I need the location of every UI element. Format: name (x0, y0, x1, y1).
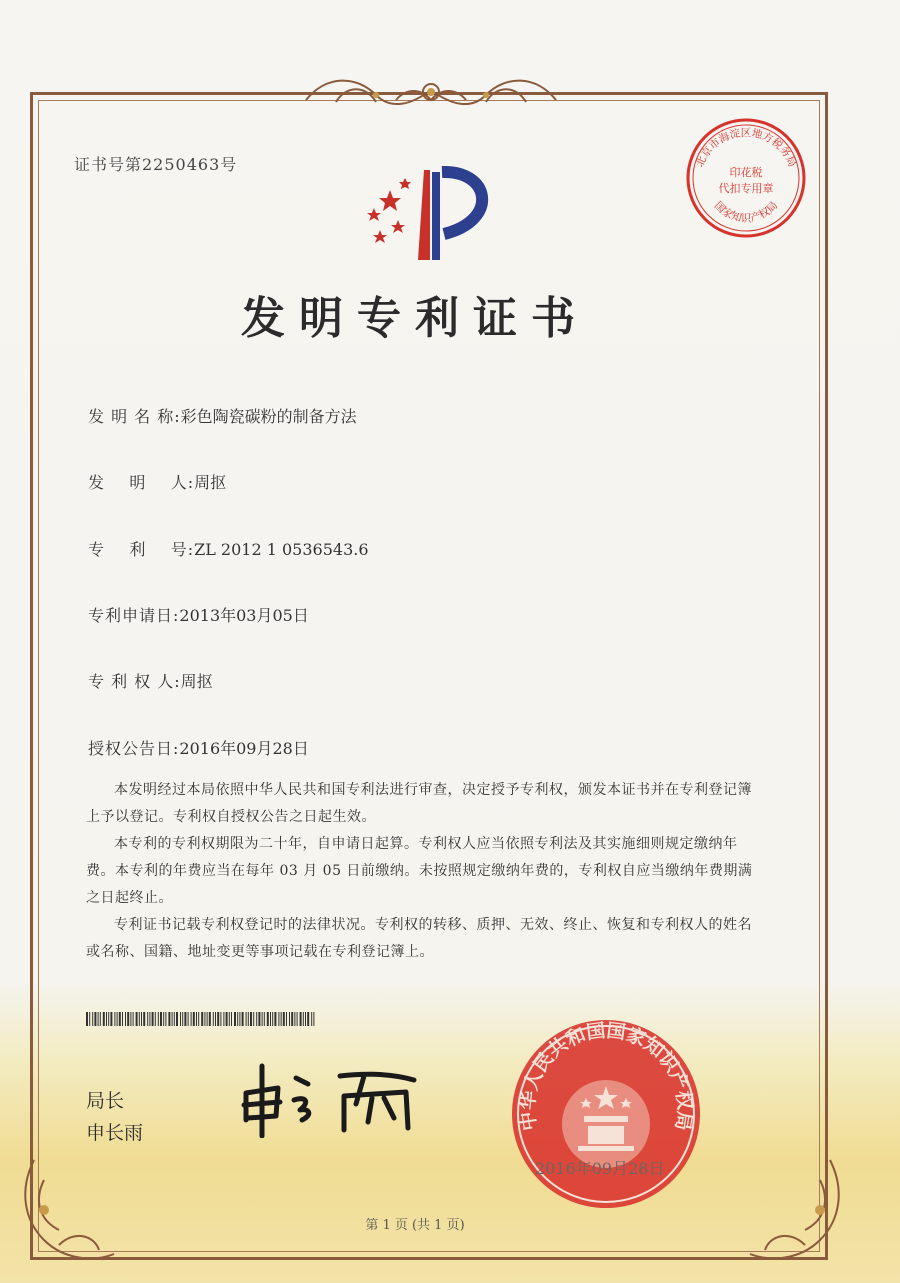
paragraph-term: 本专利的专利权期限为二十年，自申请日起算。专利权人应当依照专利法及其实施细则规定缴纳年费。本专利的年费应当在每年 03 月 05 日前缴纳。未按照规定缴纳年费的，专利权自应当缴纳年费期满之日起终止。 (86, 836, 753, 906)
paragraph-legal-status: 专利证书记载专利权登记时的法律状况。专利权的转移、质押、无效、终止、恢复和专利权人的姓名或名称、国籍、地址变更等事项记载在专利登记簿上。 (86, 917, 752, 960)
patentee-value: 周抠 (180, 672, 213, 691)
bottom-right-ornament-icon (740, 1150, 850, 1270)
grant-date-value: 2016年09月28日 (179, 739, 309, 758)
inventor-row (88, 470, 226, 493)
patent-number-label: 专 利 号: (88, 540, 195, 559)
tax-seal-center-line1: 印花税 (729, 166, 763, 179)
tax-seal-ring-text: 北京市海淀区地方税务局 (693, 127, 799, 169)
director-signature-icon (236, 1058, 436, 1138)
grant-date-label: 授权公告日: (88, 739, 180, 758)
filing-date-label: 专利申请日: (88, 606, 180, 625)
patent-number-value: ZL 2012 1 0536543.6 (194, 540, 369, 559)
invention-name-value: 彩色陶瓷碳粉的制备方法 (180, 407, 357, 426)
seal-ring-text: 中华人民共和国国家知识产权局 (516, 1019, 696, 1133)
patentee-row (88, 669, 213, 692)
invention-name-row (88, 404, 357, 427)
director-title: 局长 (86, 1090, 125, 1112)
svg-text:国家知识产权局 (712, 200, 781, 225)
paragraph-grant: 本发明经过本局依照中华人民共和国专利法进行审查，决定授予专利权，颁发本证书并在专利登记簿上予以登记。专利权自授权公告之日起生效。 (86, 782, 752, 825)
top-ornament-icon (296, 70, 566, 120)
patentee-label: 专 利 权 人: (88, 672, 181, 691)
patent-number-row (88, 537, 369, 560)
national-ip-office-seal-icon (508, 1016, 704, 1212)
invention-name-label: 发 明 名 称: (88, 407, 181, 426)
tax-seal-center-line2: 代扣专用章 (718, 182, 774, 195)
inventor-value: 周抠 (194, 473, 227, 492)
patent-office-emblem-icon (360, 150, 510, 270)
page-number: 第 1 页 (共 1 页) (365, 1218, 465, 1233)
inventor-label: 发 明 人: (88, 473, 195, 492)
filing-date-value: 2013年03月05日 (179, 606, 309, 625)
certificate-number: 证书号第2250463号 (74, 155, 238, 174)
stamp-duty-seal-icon (684, 116, 808, 240)
filing-date-row (88, 603, 309, 626)
tax-seal-bottom-text: 国家知识产权局 (711, 199, 781, 225)
seal-date: 2016年09月28日 (535, 1159, 665, 1178)
bottom-left-ornament-icon (14, 1150, 124, 1270)
grant-date-row (88, 736, 309, 759)
certificate-title: 发明专利证书 (241, 293, 589, 344)
director-name: 申长雨 (86, 1122, 144, 1144)
barcode-icon (86, 1012, 316, 1026)
